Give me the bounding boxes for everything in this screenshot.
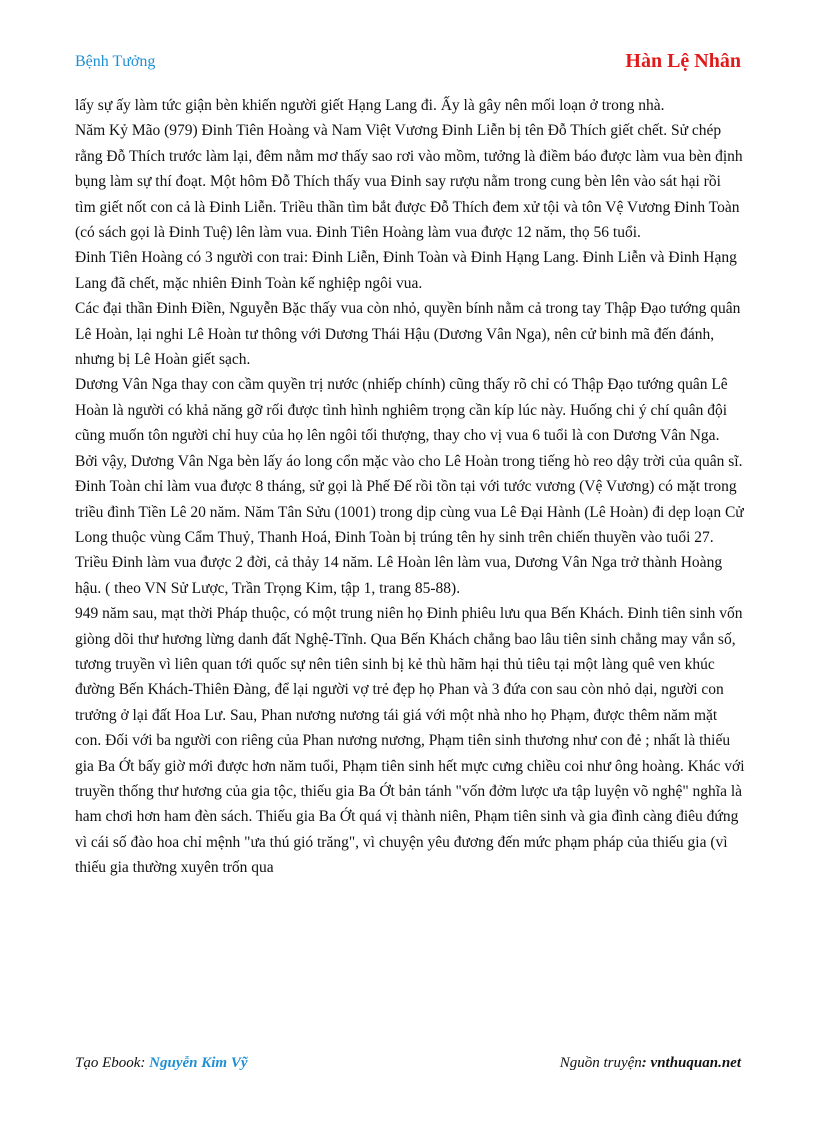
- paragraph: 949 năm sau, mạt thời Pháp thuộc, có một trung niên họ Đinh phiêu lưu qua Bến Khách. Đinh tiên sinh vốn giòng dõi thư hương lừng danh đất Nghệ-Tĩnh. Qua Bến Khách chẳng bao lâu tiên sinh chẳng may vắn số, tương truyền vì liên quan tới quốc sự nên tiên sinh bị kẻ thù hãm hại thủ tiêu tại một làng quê ven khúc đường Bến Khách-Thiên Đàng, để lại người vợ trẻ đẹp họ Phan và 3 đứa con sau còn nhỏ dại, người con trưởng ở lại đất Hoa Lư. Sau, Phan nương nương tái giá với một nhà nho họ Phạm, được thêm năm mặt con. Đối với ba người con riêng của Phan nương nương, Phạm tiên sinh thương như con đẻ ; nhất là thiếu gia Ba Ớt bấy giờ mới được hơn năm tuổi, Phạm tiên sinh hết mực cưng chiều coi như ông hoàng. Khác với truyền thống thư hương của gia tộc, thiếu gia Ba Ớt bản tánh "vốn đởm lược ưa tập luyện võ nghệ" nghĩa là ham chơi hơn ham đèn sách. Thiếu gia Ba Ớt quá vị thành niên, Phạm tiên sinh và gia đình càng điêu đứng vì cái số đào hoa chỉ mệnh "ưa thú gió trăng", vì chuyện yêu đương đến mức phạm pháp của thiếu gia (vì thiếu gia thường xuyên trốn qua: [75, 605, 745, 877]
- paragraph: Dương Vân Nga thay con cầm quyền trị nước (nhiếp chính) cũng thấy rõ chỉ có Thập Đạo tướng quân Lê Hoàn là người có khả năng gỡ rối được tình hình nghiêm trọng cần kíp lúc này. Huống chi ý chí quân đội cũng muốn tôn người chỉ huy của họ lên ngôi tối thượng, thay cho vị vua 6 tuổi là con Dương Vân Nga. Bởi vậy, Dương Vân Nga bèn lấy áo long cổn mặc vào cho Lê Hoàn trong tiếng hò reo dậy trời của quân sĩ.: [75, 376, 743, 470]
- book-title: Bệnh Tưởng: [75, 53, 156, 70]
- source-credit-separator: :: [641, 1055, 651, 1071]
- paragraph: Triều Đinh làm vua được 2 đời, cả thảy 14 năm. Lê Hoàn lên làm vua, Dương Vân Nga trở thành Hoàng hậu. ( theo VN Sử Lược, Trần Trọng Kim, tập 1, trang 85-88).: [75, 554, 723, 597]
- page-header: [75, 50, 741, 78]
- source-site: vnthuquan.net: [650, 1055, 741, 1071]
- paragraph: Đinh Toàn chỉ làm vua được 8 tháng, sử gọi là Phế Đế rồi tồn tại với tước vương (Vệ Vương) có mặt trong triều đình Tiền Lê 20 năm. Năm Tân Sửu (1001) trong dịp cùng vua Lê Đại Hành (Lê Hoàn) đi dẹp loạn Cử Long thuộc vùng Cẩm Thuỷ, Thanh Hoá, Đinh Toàn bị trúng tên hy sinh trên chiến thuyền vào tuổi 27.: [75, 478, 744, 546]
- ebook-credit-label: Tạo Ebook: [75, 1055, 141, 1071]
- ebook-creator-name: Nguyễn Kim Vỹ: [149, 1055, 248, 1071]
- paragraph: Năm Kỷ Mão (979) Đinh Tiên Hoàng và Nam Việt Vương Đinh Liễn bị tên Đỗ Thích giết chết. Sử chép rằng Đỗ Thích trước làm lại, đêm nằm mơ thấy sao rơi vào mồm, tưởng là điềm báo được làm vua bèn định bụng làm sự thí đoạt. Một hôm Đỗ Thích thấy vua Đinh say rượu nằm trong cung bèn lên vào sát hại rồi tìm giết nốt con cả là Đinh Liễn. Triều thần tìm bắt được Đỗ Thích đem xử tội và tôn Vệ Vương Đinh Toàn (có sách gọi là Đinh Tuệ) lên làm vua. Đinh Tiên Hoàng làm vua được 12 năm, thọ 56 tuổi.: [75, 122, 743, 242]
- paragraph: Đinh Tiên Hoàng có 3 người con trai: Đinh Liễn, Đinh Toàn và Đinh Hạng Lang. Đinh Liễn và Đinh Hạng Lang đã chết, mặc nhiên Đinh Toàn kế nghiệp ngôi vua.: [75, 249, 737, 292]
- author-name: Hàn Lệ Nhân: [625, 50, 741, 72]
- source-credit-label: Nguồn truyện: [559, 1055, 642, 1071]
- ebook-credit-separator: :: [140, 1055, 150, 1071]
- paragraph: Các đại thần Đinh Điền, Nguyễn Bặc thấy vua còn nhỏ, quyền bính nằm cả trong tay Thập Đạo tướng quân Lê Hoàn, lại nghi Lê Hoàn tư thông với Dương Thái Hậu (Dương Vân Nga), nên cử binh mã đến đánh, nhưng bị Lê Hoàn giết sạch.: [75, 300, 741, 369]
- paragraph: lấy sự ấy làm tức giận bèn khiến người giết Hạng Lang đi. Ấy là gây nên mối loạn ở trong nhà.: [75, 97, 665, 114]
- page-footer: [75, 1055, 741, 1077]
- ebook-credit: [75, 1055, 248, 1072]
- source-credit: [560, 1055, 741, 1072]
- body-text: [75, 93, 745, 881]
